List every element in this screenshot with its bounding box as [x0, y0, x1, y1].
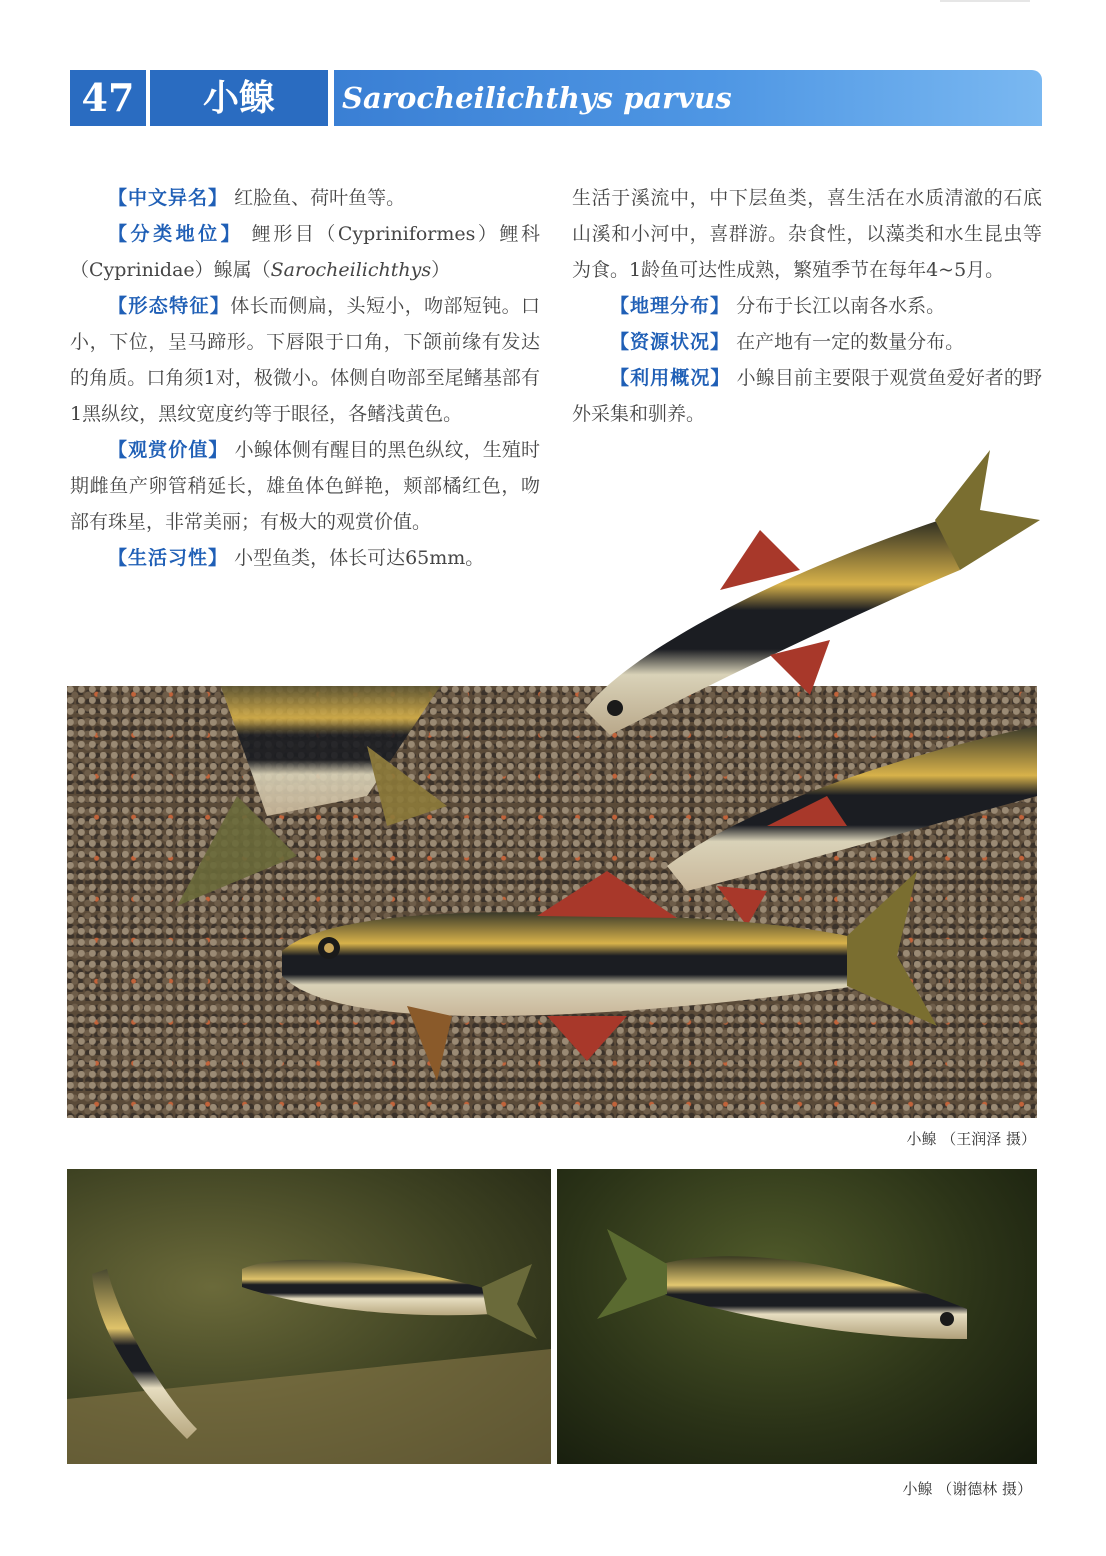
utilization-paragraph [572, 360, 1042, 432]
ornamental-tag: 【观赏价值】 [108, 439, 229, 461]
species-number: 47 [70, 70, 146, 126]
taxonomy-text-end: ） [431, 259, 451, 281]
taxonomy-tag: 【分类地位】 [108, 223, 244, 245]
main-photo-caption: 小鳈 （王润泽 摄） [906, 1130, 1036, 1148]
habits-paragraph [70, 540, 540, 576]
species-header [70, 70, 1042, 126]
habits-tag: 【生活习性】 [108, 547, 229, 569]
main-photo-fish-drawing [67, 686, 1037, 1118]
morphology-tag: 【形态特征】 [108, 295, 231, 317]
aliases-paragraph [70, 180, 540, 216]
utilization-tag: 【利用概况】 [610, 367, 731, 389]
resource-text: 在产地有一定的数量分布。 [736, 331, 965, 353]
species-latin-name: Sarocheilichthys parvus [334, 70, 1042, 126]
aliases-tag: 【中文异名】 [108, 187, 229, 209]
ornamental-text: 小鳈体侧有醒目的黑色纵纹，生殖时期雌鱼产卵管稍延长，雄鱼体色鲜艳，颊部橘红色，吻部有珠星，非常美丽；有极大的观赏价值。 [70, 439, 540, 533]
bottom-photos-caption: 小鳈 （谢德林 摄） [902, 1480, 1032, 1498]
distribution-tag: 【地理分布】 [610, 295, 731, 317]
taxonomy-genus: Sarocheilichthys [270, 259, 432, 281]
species-chinese-name: 小鳈 [150, 70, 328, 126]
habits-continued: 生活于溪流中，中下层鱼类，喜生活在水质清澈的石底山溪和小河中，喜群游。杂食性，以藻类和水生昆虫等为食。1龄鱼可达性成熟，繁殖季节在每年4~5月。 [572, 187, 1042, 281]
fish-background-left [177, 686, 447, 906]
ornamental-paragraph [70, 432, 540, 540]
utilization-text: 小鳈目前主要限于观赏鱼爱好者的野外采集和驯养。 [572, 367, 1042, 425]
fish-middle-right [667, 726, 1037, 926]
fish-overlapping-photo [560, 440, 1050, 740]
text-column-left [70, 180, 540, 576]
main-fish-photo [67, 686, 1037, 1118]
distribution-paragraph [572, 288, 1042, 324]
resource-paragraph [572, 324, 1042, 360]
page-edge-line [940, 0, 1030, 2]
distribution-text: 分布于长江以南各水系。 [736, 295, 946, 317]
aliases-text: 红脸鱼、荷叶鱼等。 [234, 187, 406, 209]
fish-foreground [282, 871, 937, 1081]
morphology-text: 体长而侧扁，头短小，吻部短钝。口小，下位，呈马蹄形。下唇限于口角，下颌前缘有发达的角质。口角须1对，极微小。体侧自吻部至尾鳍基部有1黑纵纹，黑纹宽度约等于眼径，各鳍浅黄色。 [70, 295, 540, 425]
habits-text-left: 小型鱼类，体长可达65mm。 [234, 547, 485, 569]
taxonomy-text: 鲤形目（Cypriniformes）鲤科（Cyprinidae）鳈属（ [70, 223, 540, 281]
morphology-paragraph [70, 288, 540, 432]
text-column-right [572, 180, 1042, 432]
bottom-left-fish-photo [67, 1169, 551, 1464]
taxonomy-paragraph [70, 216, 540, 288]
bottom-right-fish-photo [557, 1169, 1037, 1464]
resource-tag: 【资源状况】 [610, 331, 731, 353]
